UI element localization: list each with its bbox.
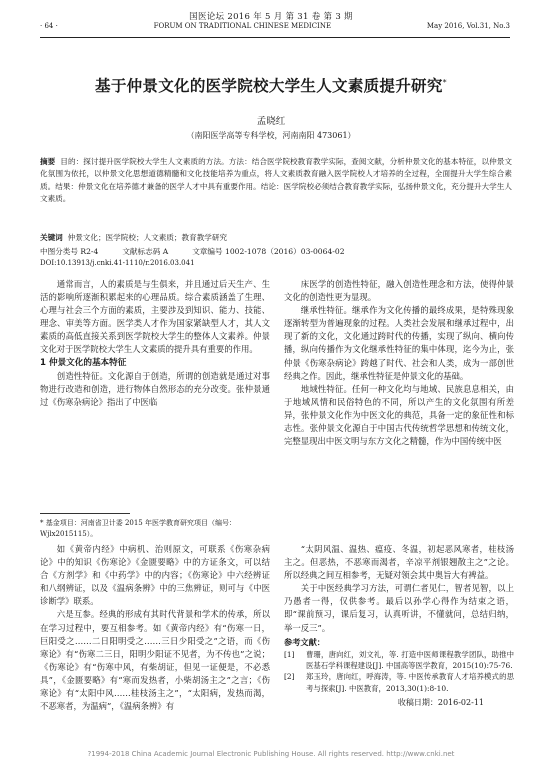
title-text: 基于仲景文化的医学院校大学生人文素质提升研究 bbox=[95, 77, 443, 95]
abstract bbox=[40, 156, 512, 206]
reference-text: 郑玉玲，唐向红，呼海涛，等. 中医传承教育人才培养模式的思考与探索[J]. 中医教育，2013,30(1):8-10. bbox=[306, 672, 514, 693]
paragraph: 创造性特征。文化源自于创造，所谓的创造就是通过对事物进行改造和创造，进行物体自然形态的充分改变。张仲景通过《伤寒杂病论》指出了中医临 bbox=[40, 370, 270, 407]
paragraph: 床医学的创造性特征，融入创造性理念和方法，使得仲景文化的创造性更为显现。 bbox=[284, 279, 514, 303]
journal-name-en: FORUM ON TRADITIONAL CHINESE MEDICINE bbox=[153, 22, 332, 30]
article-number: 文章编号 1002-1078（2016）03-0064-02 bbox=[192, 247, 345, 256]
funding-footnote: * 基金项目：河南省卫计委 2015 年医学教育研究项目（编号：Wjlx2015115）。 bbox=[40, 519, 236, 538]
page-number: · 64 · bbox=[40, 22, 58, 30]
header-rule bbox=[40, 37, 510, 38]
clc-number: 中图分类号 R2-4 bbox=[40, 247, 99, 256]
paragraph: 继承性特征。继承作为文化传播的最终成果，是特殊现象逐渐转型为普遍现象的过程。人类社会发展和继承过程中，出现了新的文化，文化通过跨时代的传播，实现了纵向、横向传播，纵向传播作为文化继承性特征的集中体现，迄今为止，张仲景《伤寒杂病论》跨越了时代、社会和人类，成为一部创世经典之作。因此，继承性特征是仲景文化的基础。 bbox=[284, 305, 514, 381]
article-title bbox=[0, 74, 542, 96]
document-code: 文献标志码 A bbox=[122, 247, 169, 256]
paragraph: 如《黄帝内经》中病机、治则原文，可联系《伤寒杂病论》中的知识《伤寒论》《金匮要略》中的方证条文，可以结合《方剂学》和《中药学》中的内容；《伤寒论》中六经辨证和八纲辨证，以及《温病条辨》中的三焦辨证，则可与《中医诊断学》联系。 bbox=[40, 544, 270, 607]
reference-item bbox=[284, 671, 514, 694]
abstract-label: 摘要 bbox=[40, 157, 56, 166]
footnote-rule bbox=[40, 513, 130, 514]
received-date: 收稿日期：2016-02-11 bbox=[397, 697, 484, 707]
author-name: 孟晓红 bbox=[256, 116, 286, 127]
paragraph: “太阴风温、温热、瘟疫、冬温，初起恶风寒者，桂枝汤主之。但恶热，不恶寒而渴者，辛凉平剂银翘散主之”之论。所以经典之间互相参考，无疑对领会其中奥旨大有裨益。 bbox=[284, 544, 514, 581]
paragraph: 通常而言，人的素质是与生俱来，并且通过后天生产、生活的影响所逐渐积累起来的心理品质。综合素质涵盖了生理、心理与社会三个方面的素质，主要涉及到知识、能力、技能、理念、审美等方面。医学类人才作为国家紧缺型人才，其人文素质的高低直接关系到医学院校大学生的整体人文素养。仲景文化对于医学院校大学生人文素质的提升具有重要的作用。 bbox=[40, 279, 270, 355]
paragraph: 关于中医经典学习方法，可谓仁者见仁，智者见智，以上乃愚者一得，仅供参考。最后以孙学心得作为结束之语，即“课前预习，课后复习，认真听讲，不懂就问，总结归纳，举一反三”。 bbox=[284, 583, 514, 633]
issue-info-en: May 2016, Vol.31, No.3 bbox=[426, 22, 510, 30]
reference-item bbox=[284, 649, 514, 672]
doi: DOI:10.13913/j.cnki.41-1110/r.2016.03.041 bbox=[40, 259, 195, 267]
journal-header-en bbox=[40, 22, 510, 30]
title-footnote-mark: * bbox=[442, 77, 447, 87]
author-affiliation: （南阳医学高等专科学校，河南南阳 473061） bbox=[186, 131, 356, 140]
classification-meta bbox=[40, 246, 512, 257]
keywords-text: 仲景文化；医学院校；人文素质；教育教学研究 bbox=[67, 233, 228, 242]
reference-number: [1] bbox=[284, 649, 295, 659]
reference-number: [2] bbox=[284, 672, 295, 682]
abstract-text: 目的：探讨提升医学院校大学生人文素质的方法。方法：结合医学院校教育教学实际，查阅文献，分析仲景文化的基本特征，以仲景文化氛围为依托，以仲景文化思想道德精髓和文化技能培养为重点，将人文素质教育融入医学院校人才培养的全过程，全面提升大学生综合素质。结果：仲景文化在培养德才兼备的医学人才中具有重要作用。结论：医学院校必须结合教育教学实际，弘扬仲景文化，充分提升大学生人文素质。 bbox=[40, 157, 513, 204]
paragraph: 地域性特征。任何一种文化均与地域、民族息息相关，由于地域风情和民俗特色的不同，所以产生的文化氛围有所差异，张仲景文化作为中医文化的典范，具备一定的象征性和标志性。张仲景文化源自于中国古代传统哲学思想和传统文化，完整显现出中医文明与东方文化之精髓，作为中国传统中医 bbox=[284, 383, 514, 447]
body-column-right-upper bbox=[284, 278, 514, 448]
references-heading: 参考文献： bbox=[284, 636, 325, 647]
journal-header-cn: 国医论坛 2016 年 5 月 第 31 卷 第 3 期 bbox=[189, 12, 353, 22]
copyright-footer: ?1994-2018 China Academic Journal Electronic Publishing House. All rights reserved. http://www.cnki.net bbox=[87, 750, 455, 758]
keywords bbox=[40, 232, 512, 243]
paragraph: 六是互参。经典的形成有其时代背景和学术的传承，所以在学习过程中，要互相参考。如《黄帝内经》有“伤寒一日，巨阳受之……二日阳明受之……三日少阳受之”之语，而《伤寒论》有“伤寒二三日，阳明少阳证不见者，为不传也”之说；《伤寒论》有“伤寒中风，有柴胡证，但见一证便是，不必悉具”，《金匮要略》有“寒而发热者，小柴胡汤主之”之言；《伤寒论》有“太阳中风……桂枝汤主之”，“太阳病，发热而渴，不恶寒者，为温病”，《温病条辨》有 bbox=[40, 609, 270, 712]
body-column-left-lower bbox=[40, 543, 270, 713]
reference-text: 曹珊，唐向红，刘文礼，等. 打造中医师课程教学团队，助推中医基石学科课程建设[J]. 中国高等医学教育，2015(10):75-76. bbox=[306, 649, 514, 671]
section-heading: 1 仲景文化的基本特征 bbox=[40, 357, 127, 368]
body-column-left-upper bbox=[40, 278, 270, 409]
body-column-right-lower bbox=[284, 543, 514, 709]
keywords-label: 关键词 bbox=[40, 233, 63, 242]
